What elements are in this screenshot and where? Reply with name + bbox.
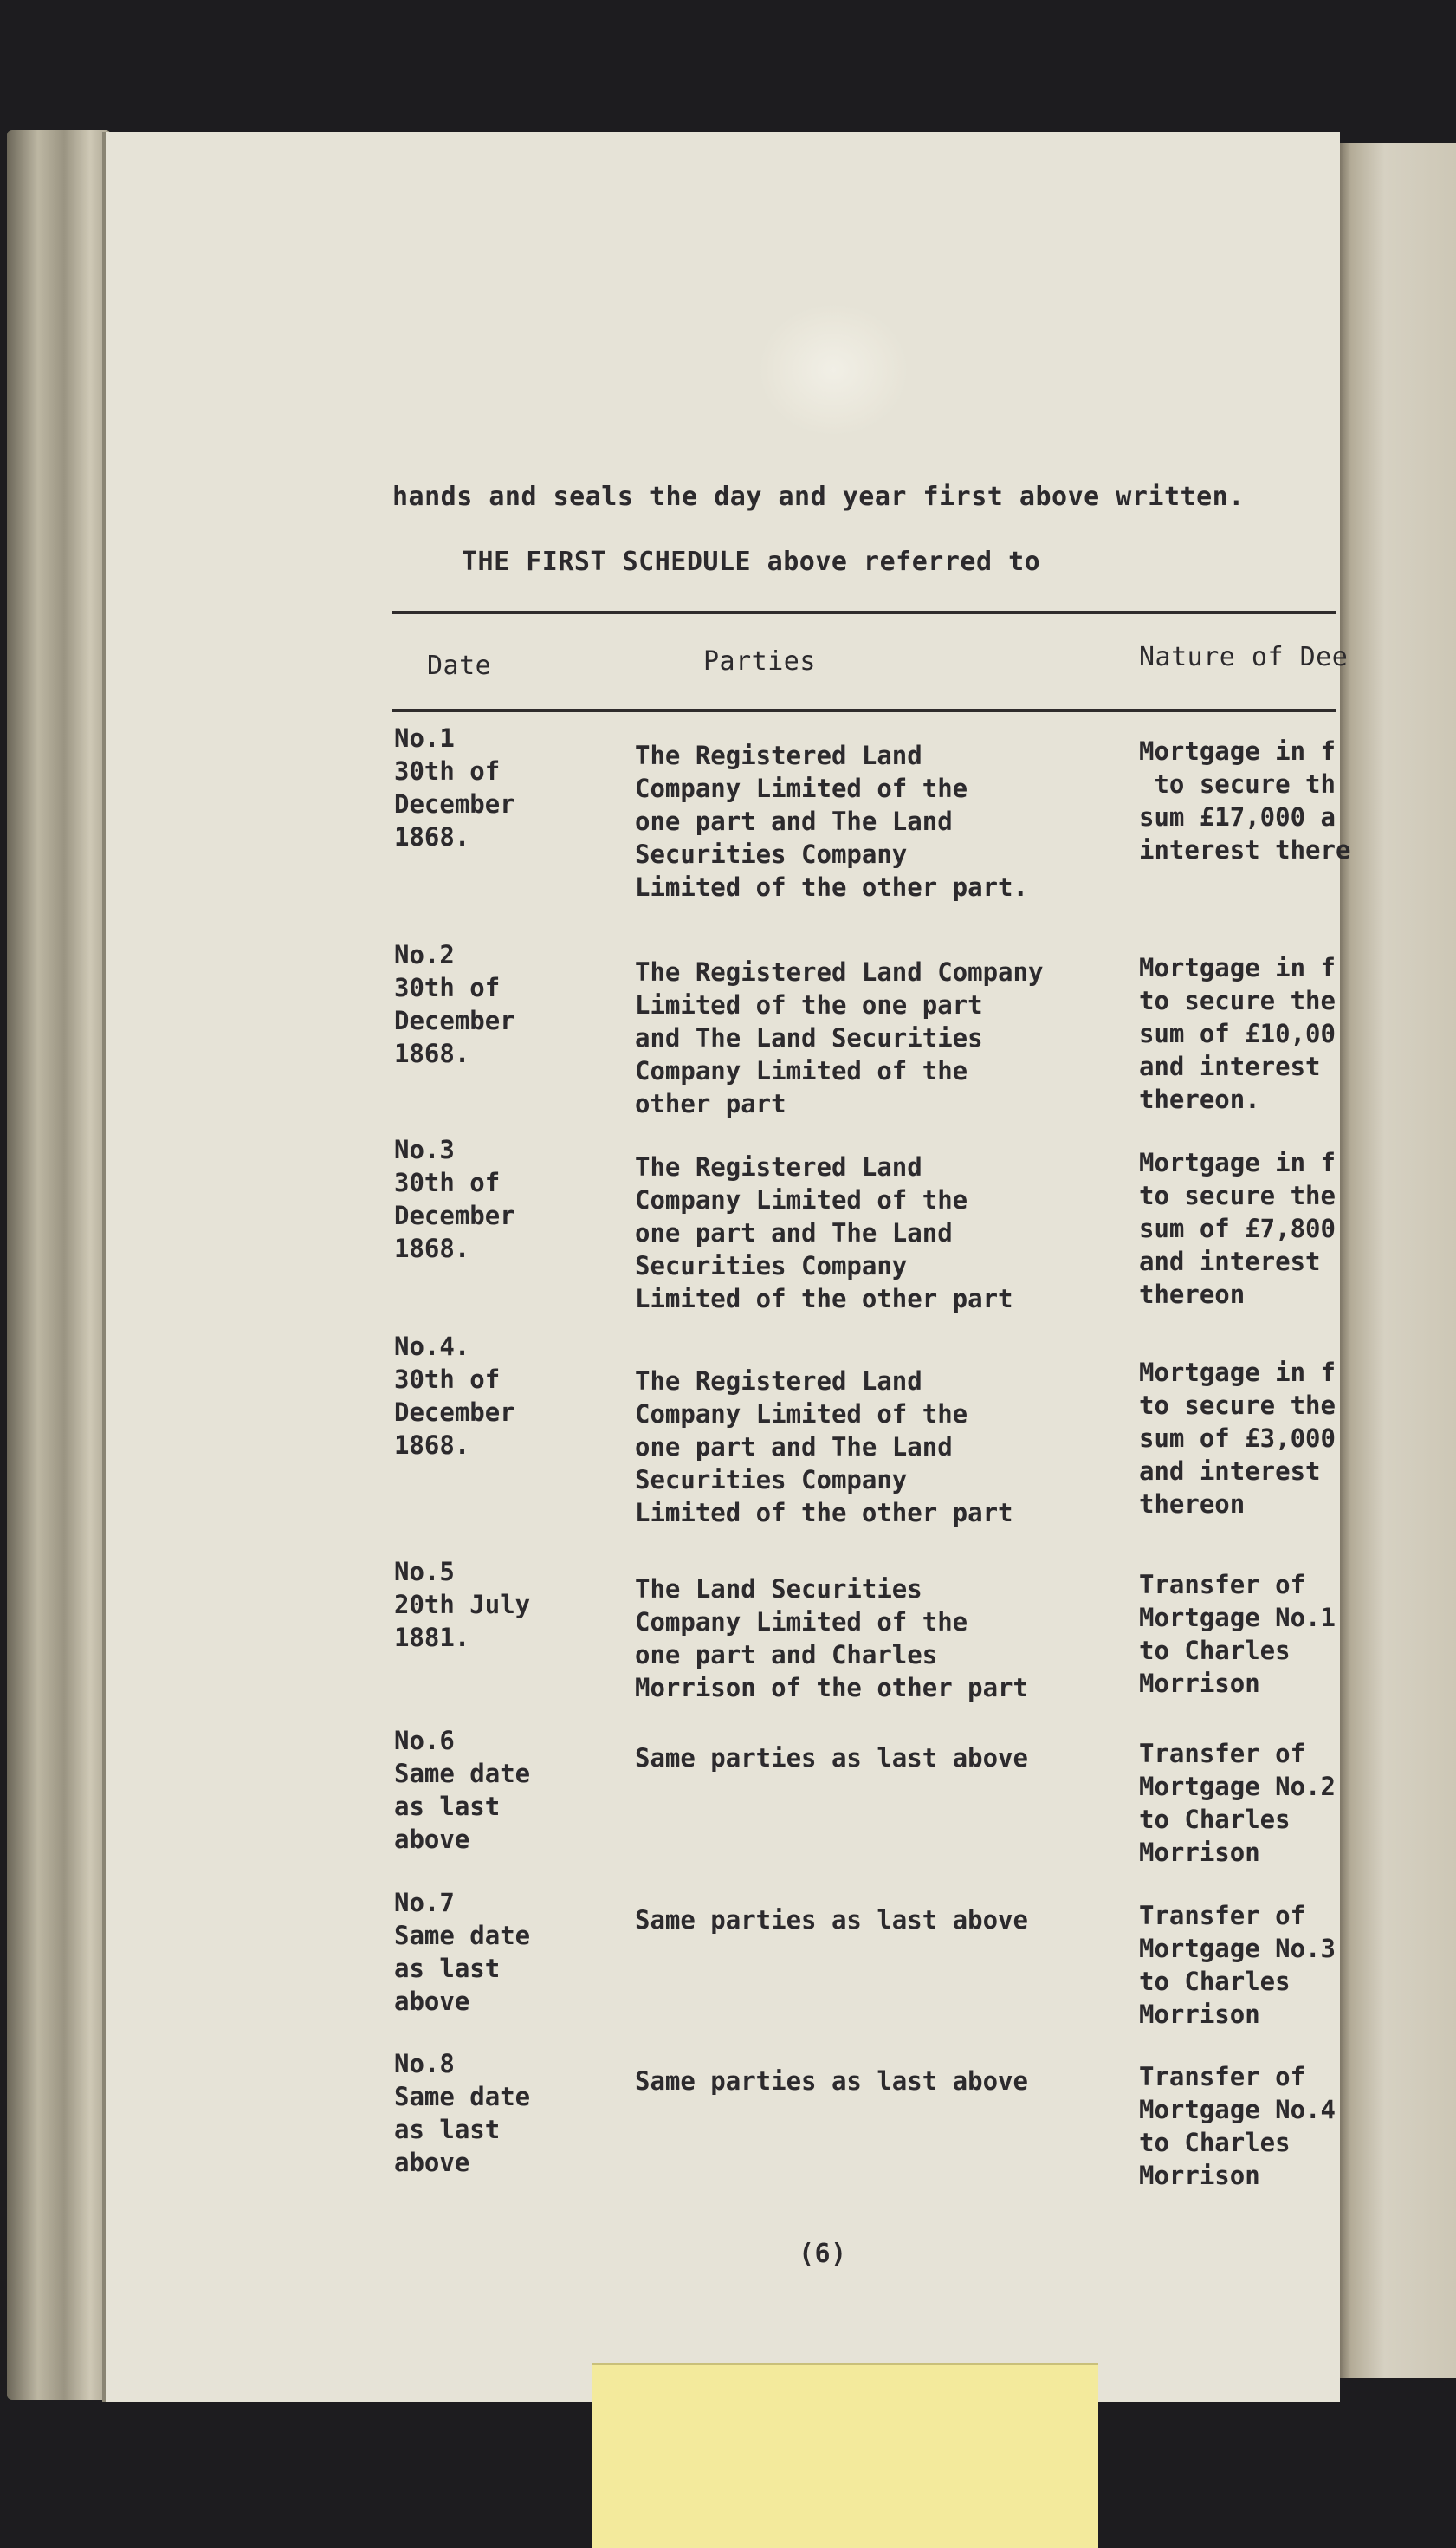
nature-line: sum of £10,00: [1139, 1019, 1336, 1048]
date-line: December: [394, 1006, 515, 1035]
nature-line: to secure the: [1139, 1181, 1336, 1210]
row-6-parties: [635, 1741, 1028, 1774]
nature-line: sum of £3,000: [1139, 1423, 1336, 1453]
row-1-parties: [635, 739, 1028, 904]
nature-line: to Charles: [1139, 2128, 1291, 2157]
nature-line: Mortgage No.2: [1139, 1772, 1336, 1801]
sticky-note: [592, 2363, 1098, 2548]
date-line: December: [394, 789, 515, 819]
parties-line: other part: [635, 1089, 786, 1118]
date-line: 1868.: [394, 1039, 470, 1068]
nature-line: to secure th: [1139, 769, 1336, 799]
row-7-parties: [635, 1903, 1028, 1936]
date-line: as last: [394, 1792, 501, 1821]
nature-line: and interest: [1139, 1247, 1321, 1276]
parties-line: Company Limited of the: [635, 774, 968, 803]
row-4-date: [394, 1330, 515, 1462]
date-line: 30th of: [394, 973, 501, 1002]
row-5-parties: [635, 1572, 1028, 1704]
nature-line: Mortgage in f: [1139, 953, 1336, 982]
parties-line: Securities Company: [635, 1251, 908, 1280]
date-line: December: [394, 1397, 515, 1427]
page-number: (6): [799, 2239, 847, 2269]
parties-line: The Registered Land: [635, 741, 922, 770]
date-line: as last: [394, 1954, 501, 1983]
nature-line: Mortgage in f: [1139, 736, 1336, 766]
parties-line: one part and Charles: [635, 1640, 938, 1669]
nature-line: Mortgage No.4: [1139, 2095, 1336, 2124]
parties-line: Limited of the other part: [635, 1498, 1013, 1527]
nature-line: Transfer of: [1139, 1901, 1306, 1930]
schedule-title: THE FIRST SCHEDULE above referred to: [462, 547, 1041, 577]
nature-line: Mortgage in f: [1139, 1148, 1336, 1177]
nature-line: to Charles: [1139, 1805, 1291, 1834]
date-line: Same date: [394, 1921, 531, 1950]
nature-line: and interest: [1139, 1052, 1321, 1081]
row-3-parties: [635, 1151, 1013, 1315]
row-5-nature: [1139, 1568, 1336, 1700]
date-line: above: [394, 1825, 470, 1854]
parties-line: one part and The Land: [635, 807, 953, 836]
date-line: 1868.: [394, 1430, 470, 1460]
date-line: 20th July: [394, 1590, 531, 1619]
date-line: No.2: [394, 940, 455, 969]
nature-line: to Charles: [1139, 1636, 1291, 1665]
date-line: Same date: [394, 1759, 531, 1788]
date-line: No.3: [394, 1135, 455, 1164]
row-8-date: [394, 2047, 530, 2179]
parties-line: and The Land Securities: [635, 1023, 983, 1053]
row-3-nature: [1139, 1146, 1336, 1311]
header-nature: Nature of Dee: [1139, 642, 1349, 672]
parties-line: Limited of the other part.: [635, 872, 1028, 902]
nature-line: Mortgage No.3: [1139, 1934, 1336, 1963]
facing-page-edge: [1336, 143, 1456, 2378]
date-line: 30th of: [394, 1168, 501, 1197]
parties-line: Limited of the other part: [635, 1284, 1013, 1313]
header-rule: [392, 709, 1336, 712]
nature-line: Transfer of: [1139, 2062, 1306, 2091]
parties-line: Same parties as last above: [635, 1905, 1028, 1935]
nature-line: interest there: [1139, 835, 1351, 865]
nature-line: to secure the: [1139, 1391, 1336, 1420]
top-rule: [392, 611, 1336, 614]
parties-line: one part and The Land: [635, 1432, 953, 1462]
parties-line: The Registered Land: [635, 1152, 922, 1182]
row-8-parties: [635, 2065, 1028, 2097]
parties-line: Securities Company: [635, 1465, 908, 1494]
header-parties: Parties: [703, 646, 816, 677]
nature-line: sum £17,000 a: [1139, 802, 1336, 832]
parties-line: Company Limited of the: [635, 1607, 968, 1637]
closing-line: hands and seals the day and year first above written.: [392, 482, 1245, 512]
parties-line: The Registered Land Company: [635, 957, 1044, 987]
date-line: No.5: [394, 1557, 455, 1586]
nature-line: Morrison: [1139, 1669, 1260, 1698]
parties-line: The Land Securities: [635, 1574, 922, 1604]
date-line: 30th of: [394, 756, 501, 786]
row-3-date: [394, 1133, 515, 1265]
row-4-nature: [1139, 1356, 1336, 1520]
row-6-nature: [1139, 1737, 1336, 1869]
nature-line: and interest: [1139, 1456, 1321, 1486]
nature-line: to secure the: [1139, 986, 1336, 1015]
nature-line: Morrison: [1139, 2161, 1260, 2190]
row-2-date: [394, 938, 515, 1070]
parties-line: Same parties as last above: [635, 2066, 1028, 2096]
parties-line: Company Limited of the: [635, 1399, 968, 1429]
row-5-date: [394, 1555, 530, 1654]
nature-line: thereon.: [1139, 1085, 1260, 1114]
date-line: 1881.: [394, 1623, 470, 1652]
parties-line: one part and The Land: [635, 1218, 953, 1248]
parties-line: Morrison of the other part: [635, 1673, 1028, 1702]
row-1-nature: [1139, 735, 1350, 866]
parties-line: Limited of the one part: [635, 990, 983, 1020]
row-1-date: [394, 722, 515, 853]
row-4-parties: [635, 1365, 1013, 1529]
date-line: No.4.: [394, 1332, 470, 1361]
parties-line: The Registered Land: [635, 1366, 922, 1396]
book-page-edges: [7, 130, 111, 2400]
date-line: No.1: [394, 723, 455, 753]
parties-line: Company Limited of the: [635, 1185, 968, 1215]
header-date: Date: [427, 651, 492, 681]
row-7-date: [394, 1886, 530, 2018]
row-7-nature: [1139, 1899, 1336, 2031]
nature-line: thereon: [1139, 1489, 1246, 1519]
date-line: 1868.: [394, 1234, 470, 1263]
embossed-seal: [760, 305, 907, 435]
row-8-nature: [1139, 2060, 1336, 2192]
nature-line: Morrison: [1139, 2000, 1260, 2029]
date-line: 30th of: [394, 1365, 501, 1394]
nature-line: Mortgage No.1: [1139, 1603, 1336, 1632]
row-2-nature: [1139, 951, 1336, 1116]
parties-line: Securities Company: [635, 840, 908, 869]
date-line: 1868.: [394, 822, 470, 852]
nature-line: sum of £7,800: [1139, 1214, 1336, 1243]
nature-line: to Charles: [1139, 1967, 1291, 1996]
nature-line: thereon: [1139, 1280, 1246, 1309]
nature-line: Transfer of: [1139, 1739, 1306, 1768]
date-line: Same date: [394, 2082, 531, 2111]
date-line: as last: [394, 2115, 501, 2144]
row-2-parties: [635, 956, 1043, 1120]
nature-line: Mortgage in f: [1139, 1358, 1336, 1387]
row-6-date: [394, 1724, 530, 1856]
date-line: No.7: [394, 1888, 455, 1917]
date-line: No.6: [394, 1726, 455, 1755]
parties-line: Same parties as last above: [635, 1743, 1028, 1773]
date-line: above: [394, 2148, 470, 2177]
date-line: No.8: [394, 2049, 455, 2078]
date-line: December: [394, 1201, 515, 1230]
nature-line: Transfer of: [1139, 1570, 1306, 1599]
nature-line: Morrison: [1139, 1838, 1260, 1867]
date-line: above: [394, 1987, 470, 2016]
parties-line: Company Limited of the: [635, 1056, 968, 1086]
